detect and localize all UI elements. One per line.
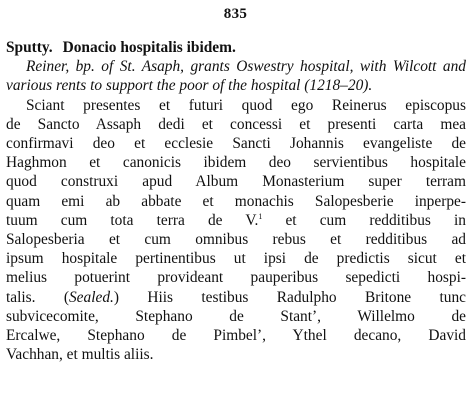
text-fragment: et cum redditibus in xyxy=(262,211,466,229)
text-fragment: ) Hiis testibus Radulpho Britone tunc xyxy=(113,288,466,306)
entry-summary: Reiner, bp. of St. Asaph, grants Oswestry hospital, with Wilcott and various rents to support the poor of the hospital (1218–20). xyxy=(6,58,466,95)
text-line: Sciant presentes et futuri quod ego Reinerus episcopus xyxy=(26,96,466,114)
text-fragment: tuum cum tota terra de V. xyxy=(6,211,259,229)
text-line: Haghmon et canonicis ibidem deo servientibus hospitale xyxy=(6,154,466,172)
text-line: confirmavi deo et ecclesie Sancti Johannis evangeliste de xyxy=(6,135,466,153)
text-line: melius potuerint provideant pauperibus sepedicti hospi- xyxy=(6,269,466,287)
charter-text xyxy=(6,96,466,365)
text-line xyxy=(6,288,466,307)
charter-entry xyxy=(6,38,466,364)
text-line: Ercalwe, Stephano de Pimbel’, Ythel decano, David xyxy=(6,327,466,345)
text-line: quod construxi apud Album Monasterium super terram xyxy=(6,173,466,191)
text-line xyxy=(6,211,466,230)
text-line: de Sancto Assaph dedi et concessi et presenti carta mea xyxy=(6,115,466,133)
text-line: ipsum hospitale pertinentibus ut ipsi de predictis sicut et xyxy=(6,250,466,268)
heading-title: Donacio hospitalis ibidem. xyxy=(62,39,236,56)
sealed-note: Sealed. xyxy=(68,288,114,306)
heading-place: Sputty. xyxy=(6,39,53,56)
text-line: quam emi ab abbate et monachis Salopesberie inperpe- xyxy=(6,192,466,210)
text-line: Vachhan, et multis aliis. xyxy=(6,346,154,364)
entry-heading xyxy=(6,38,466,57)
page-number: 835 xyxy=(223,6,248,22)
text-line: Salopesberia et cum omnibus rebus et redditibus ad xyxy=(6,231,466,249)
footnote-marker: 1 xyxy=(258,211,263,221)
text-fragment: talis. ( xyxy=(6,288,69,306)
text-line: subvicecomite, Stephano de Stant’, Willelmo de xyxy=(6,307,466,325)
